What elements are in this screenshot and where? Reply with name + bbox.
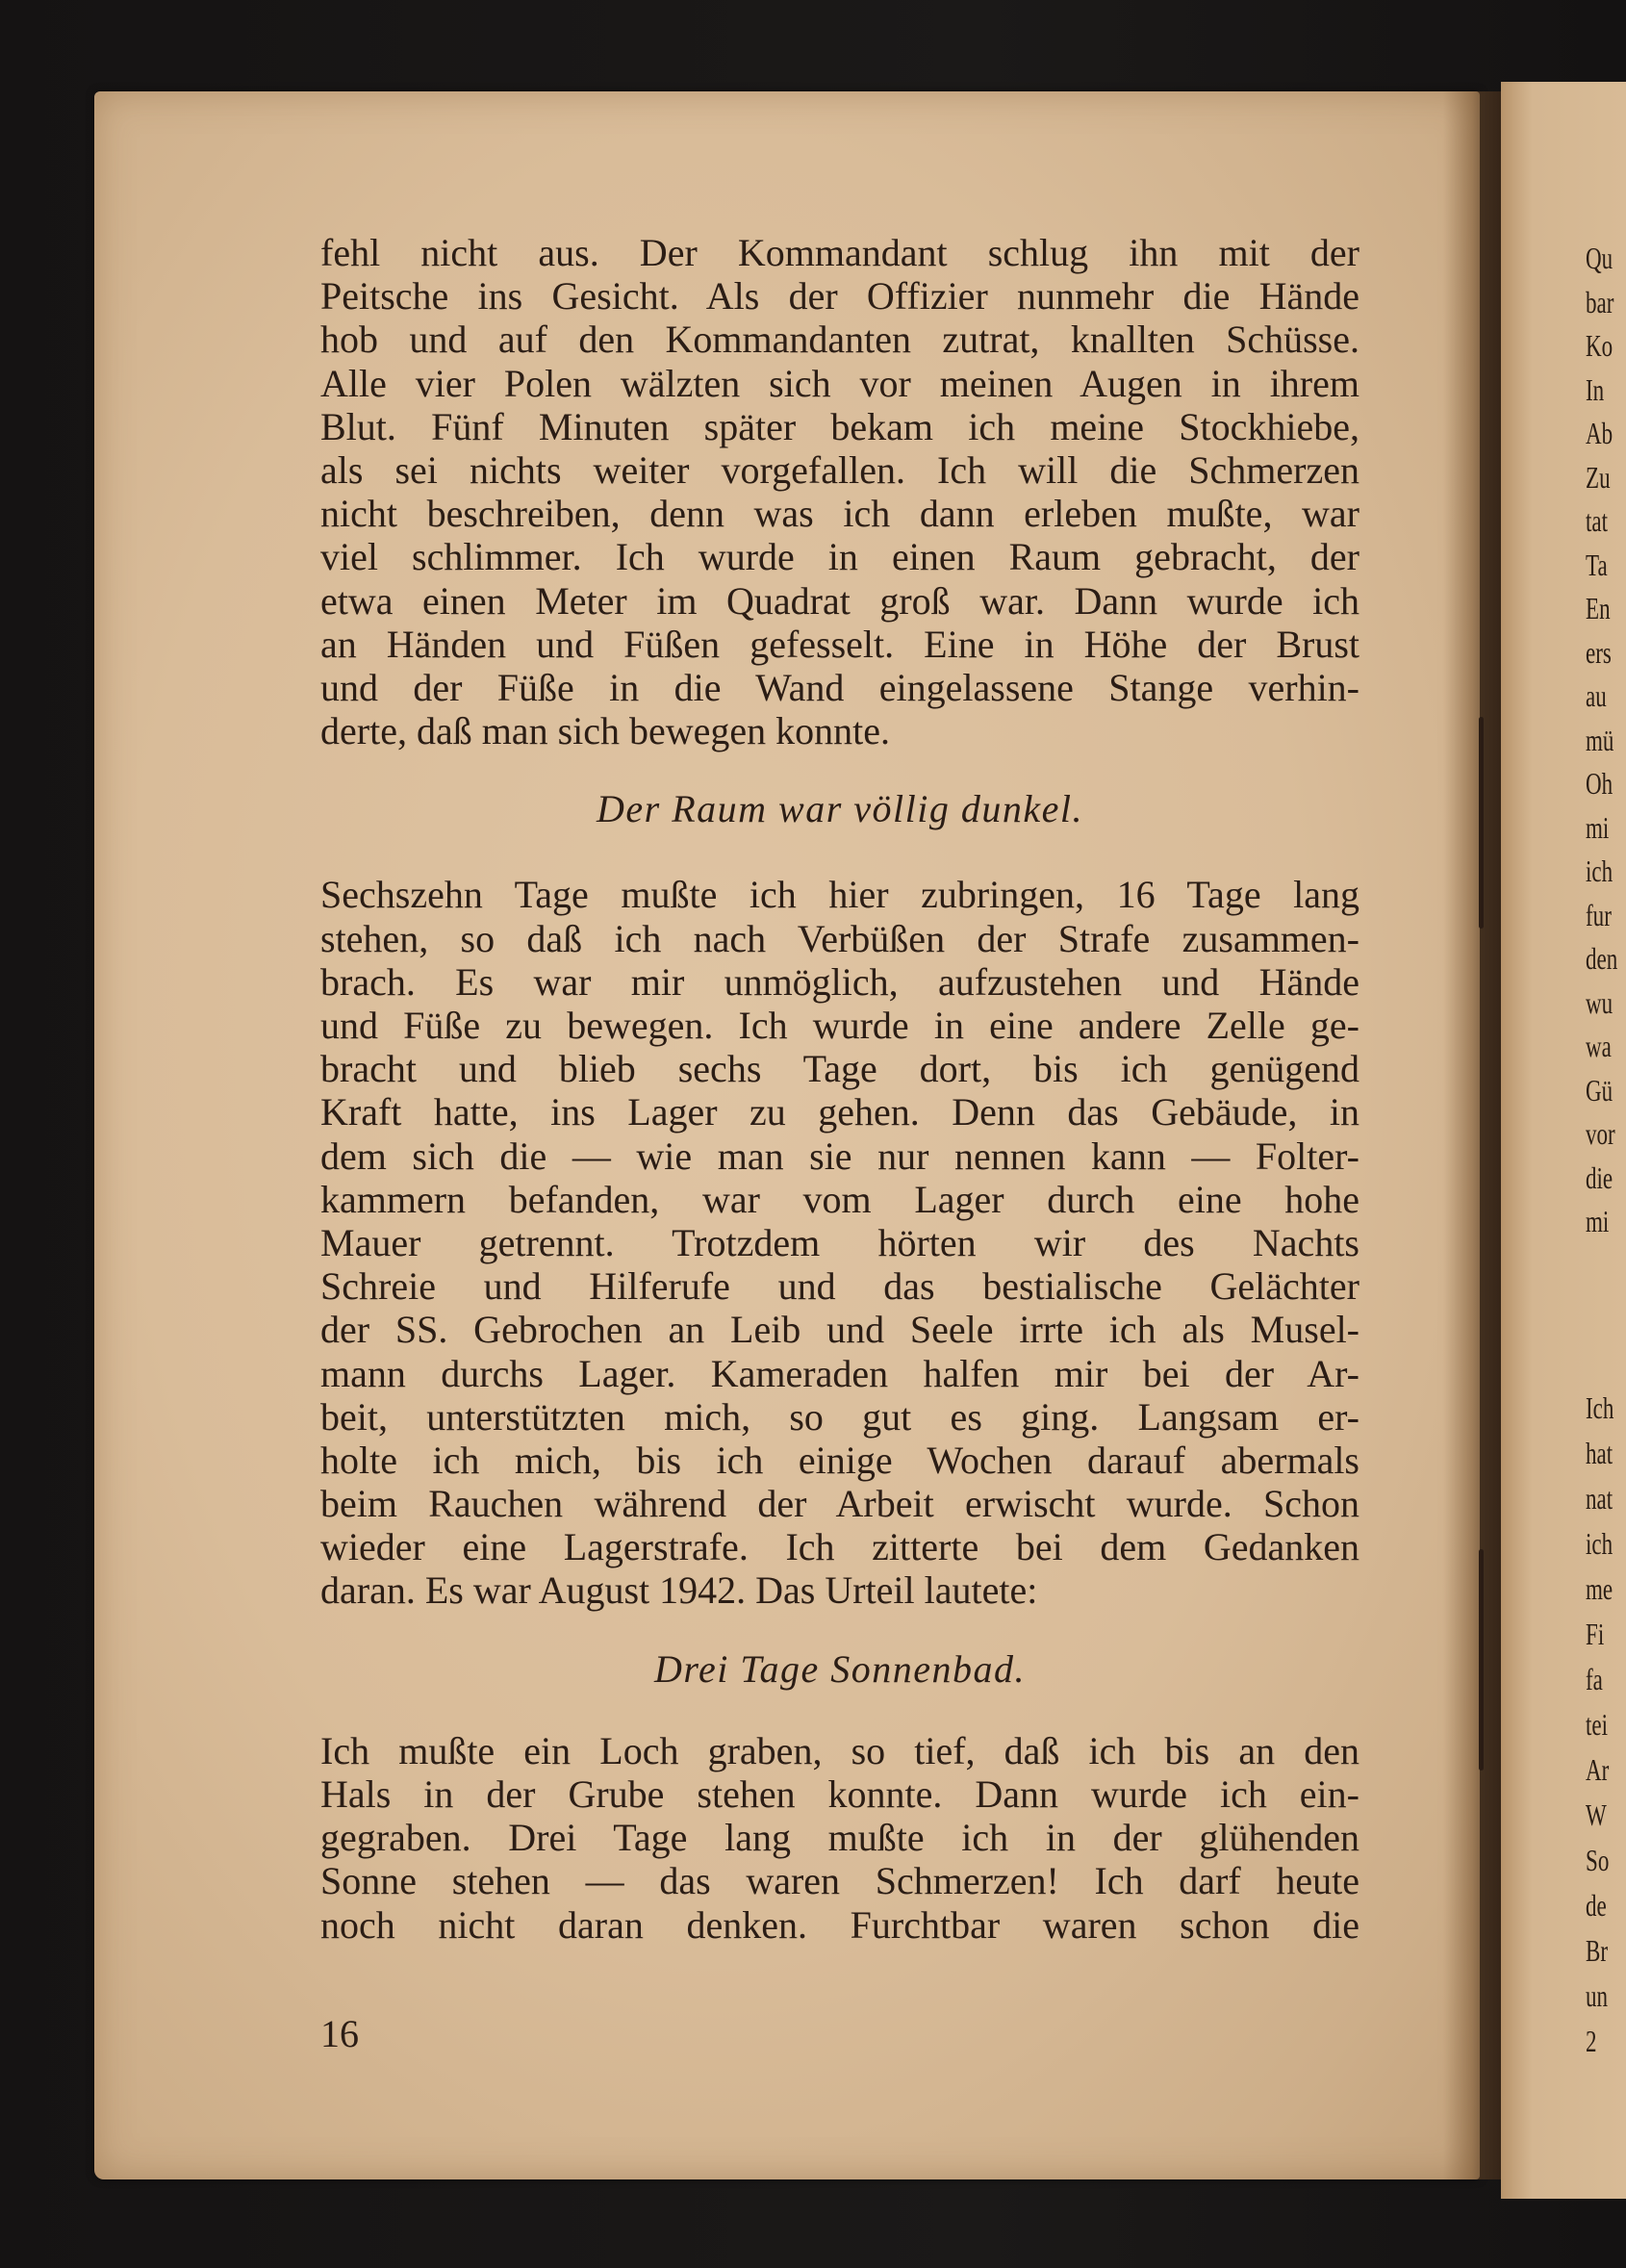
page-number: 16 <box>320 2012 359 2055</box>
text-line: beit, unterstützten mich, so gut es ging. Langsam er- <box>320 1394 1359 1439</box>
book-gutter <box>1443 91 1501 2179</box>
next-page-text-fragment: Qu <box>1586 241 1613 275</box>
text-line: Peitsche ins Gesicht. Als der Offizier nunmehr die Hände <box>320 274 1359 319</box>
text-line: und Füße zu bewegen. Ich wurde in eine andere Zelle ge- <box>320 1004 1359 1047</box>
text-line: viel schlimmer. Ich wurde in einen Raum gebracht, der <box>320 535 1359 579</box>
text-line: beim Rauchen während der Arbeit erwischt wurde. Schon <box>320 1482 1359 1526</box>
text-line: holte ich mich, bis ich einige Wochen darauf abermals <box>320 1438 1359 1482</box>
text-line: mann durchs Lager. Kameraden halfen mir bei der Ar- <box>320 1351 1359 1395</box>
text-line: stehen, so daß ich nach Verbüßen der Strafe zusammen- <box>320 916 1359 960</box>
binding-thread-mark <box>1479 1549 1484 1771</box>
text-line: Ich mußte ein Loch graben, so tief, daß ich bis an den <box>320 1728 1359 1772</box>
next-page-text-fragment: mü <box>1586 722 1614 757</box>
text-line: nicht beschreiben, denn was ich dann erleben mußte, war <box>320 492 1359 536</box>
next-page-text-fragment: bar <box>1586 284 1614 319</box>
text-line: bracht und blieb sechs Tage dort, bis ich genügend <box>320 1047 1359 1091</box>
next-page-text-fragment: Ko <box>1586 328 1613 363</box>
next-page-text-fragment: W <box>1586 1797 1607 1832</box>
next-page-text-fragment: wu <box>1586 984 1613 1020</box>
next-page-text-fragment: Gü <box>1586 1072 1613 1108</box>
binding-thread-mark <box>1479 717 1484 929</box>
next-page-text-fragment: un <box>1586 1978 1609 2013</box>
text-line: gegraben. Drei Tage lang mußte ich in der glühenden <box>320 1816 1359 1860</box>
next-page-text-fragment: me <box>1586 1571 1613 1606</box>
text-line: brach. Es war mir unmöglich, aufzustehen und Hände <box>320 959 1359 1004</box>
next-page-text-fragment: In <box>1586 371 1605 407</box>
next-page-text-fragment: mi <box>1586 1204 1610 1238</box>
text-line: Sechszehn Tage mußte ich hier zubringen, 16 Tage lang <box>320 873 1359 917</box>
text-line: noch nicht daran denken. Furchtbar waren schon die <box>320 1902 1359 1947</box>
page-text <box>320 231 1359 1947</box>
next-page-text-fragment: Oh <box>1586 766 1613 801</box>
next-page-text-fragment: Zu <box>1586 459 1611 495</box>
next-page-text-fragment: Br <box>1586 1933 1609 1968</box>
next-page-text-fragment: fur <box>1586 897 1612 932</box>
text-line: Schreie und Hilferufe und das bestialische Gelächter <box>320 1264 1359 1309</box>
paragraph-1 <box>320 231 1359 752</box>
next-page-text-fragment: ers <box>1586 634 1612 670</box>
next-page-text-fragment: En <box>1586 591 1611 625</box>
next-page-text-fragment: Ta <box>1586 547 1608 582</box>
next-page-text-fragment: Fi <box>1586 1617 1605 1651</box>
next-page-text-fragment: fa <box>1586 1662 1603 1696</box>
next-page-text-fragment: Ar <box>1586 1752 1610 1787</box>
next-page-text-fragment: die <box>1586 1159 1613 1195</box>
text-line: der SS. Gebrochen an Leib und Seele irrte ich als Musel- <box>320 1308 1359 1352</box>
text-line: Hals in der Grube stehen konnte. Dann wurde ich ein- <box>320 1772 1359 1816</box>
next-page-text-fragment: ich <box>1586 854 1613 888</box>
right-page-edge <box>1501 82 1626 2199</box>
text-line: Mauer getrennt. Trotzdem hörten wir des Nachts <box>320 1220 1359 1264</box>
next-page-text-fragment: vor <box>1586 1116 1615 1151</box>
next-page-text-fragment: den <box>1586 941 1618 976</box>
text-line: und der Füße in die Wand eingelassene Stange verhin- <box>320 665 1359 709</box>
next-page-text-fragment: mi <box>1586 809 1610 845</box>
text-line: daran. Es war August 1942. Das Urteil lautete: <box>320 1568 1038 1613</box>
text-line: dem sich die — wie man sie nur nennen kann — Folter- <box>320 1134 1359 1178</box>
text-line: Sonne stehen — das waren Schmerzen! Ich darf heute <box>320 1859 1359 1903</box>
text-line: Alle vier Polen wälzten sich vor meinen Augen in ihrem <box>320 361 1359 405</box>
text-line: Blut. Fünf Minuten später bekam ich meine Stockhiebe, <box>320 404 1359 448</box>
text-line: derte, daß man sich bewegen konnte. <box>320 709 891 753</box>
next-page-text-fragment: ich <box>1586 1526 1613 1561</box>
text-line: Kraft hatte, ins Lager zu gehen. Denn das Gebäude, in <box>320 1090 1359 1134</box>
paragraph-3 <box>320 1729 1359 1947</box>
next-page-text-fragment: Ab <box>1586 416 1613 450</box>
paragraph-2 <box>320 873 1359 1612</box>
text-line: etwa einen Meter im Quadrat groß war. Dann wurde ich <box>320 578 1359 623</box>
text-line: hob und auf den Kommandanten zutrat, knallten Schüsse. <box>320 318 1359 362</box>
next-page-text-fragment: 2 <box>1586 2024 1597 2058</box>
next-page-text-fragment: nat <box>1586 1481 1613 1516</box>
next-page-text-fragment: au <box>1586 678 1607 713</box>
next-page-text-fragment: wa <box>1586 1029 1612 1063</box>
text-line: an Händen und Füßen gefesselt. Eine in Höhe der Brust <box>320 622 1359 666</box>
text-line: fehl nicht aus. Der Kommandant schlug ihn mit der <box>320 231 1359 274</box>
next-page-text-fragment: So <box>1586 1843 1610 1877</box>
text-line: als sei nichts weiter vorgefallen. Ich will die Schmerzen <box>320 447 1359 492</box>
next-page-text-fragment: tei <box>1586 1707 1609 1742</box>
next-page-text-fragment: Ich <box>1586 1390 1614 1425</box>
text-line: wieder eine Lagerstrafe. Ich zitterte bei dem Gedanken <box>320 1525 1359 1569</box>
next-page-text-fragment: tat <box>1586 503 1609 538</box>
next-page-text-fragment: de <box>1586 1888 1607 1923</box>
next-page-text-fragment: hat <box>1586 1436 1613 1470</box>
section-heading-1: Der Raum war völlig dunkel. <box>597 787 1083 831</box>
text-line: kammern befanden, war vom Lager durch eine hohe <box>320 1177 1359 1221</box>
section-heading-2: Drei Tage Sonnenbad. <box>654 1646 1026 1691</box>
